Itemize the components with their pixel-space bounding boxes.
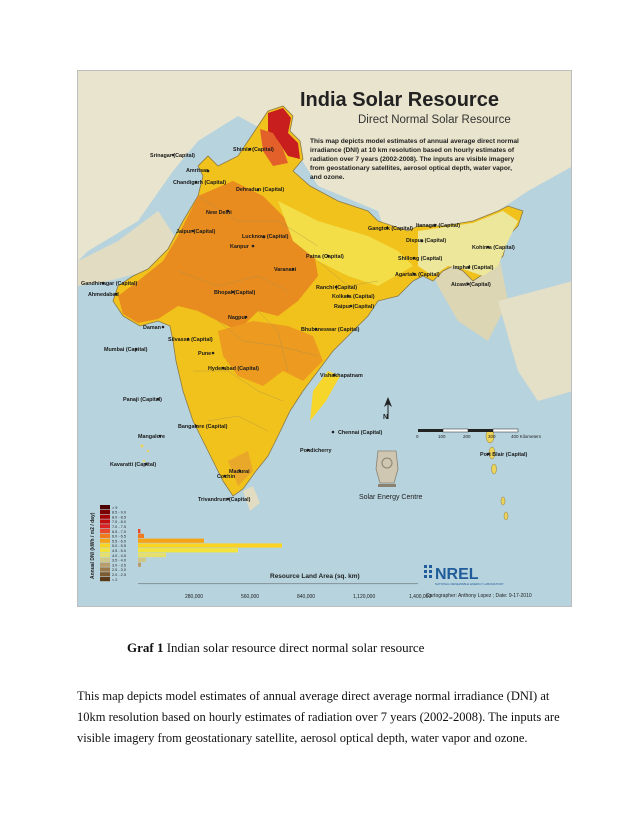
area-tick-label: 840,000 [297,594,316,600]
area-bar [138,553,166,557]
svg-text:400 Kilometers: 400 Kilometers [511,434,542,439]
legend-swatch [100,519,110,523]
city-label: Dehradun (Capital) [236,187,285,193]
city-label: Bhubaneswar (Capital) [301,327,360,333]
india-emblem [376,451,398,487]
legend-label: 6.0 - 6.5 [112,534,126,539]
legend-swatch [100,558,110,562]
legend-swatch [100,563,110,567]
legend-label: < 2 [112,577,118,582]
legend-swatch [100,539,110,543]
legend-swatch [100,553,110,557]
city-label: Jaipur (Capital) [176,229,216,235]
city-label: Shimla (Capital) [233,147,274,153]
legend-label: 5.0 - 5.5 [112,544,126,549]
city-label: Agartala (Capital) [395,272,440,278]
city-label: Daman [143,325,161,331]
legend-label: 4.0 - 4.5 [112,553,126,558]
city-label: Dispur (Capital) [406,238,447,244]
area-bar [138,558,146,562]
area-tick-label: 560,000 [241,594,260,600]
svg-text:200: 200 [463,434,471,439]
legend-label: 2.5 - 3.0 [112,568,126,573]
svg-text:300: 300 [488,434,496,439]
city-label: Kolkata (Capital) [332,294,375,300]
city-label: Chandigarh (Capital) [173,180,227,186]
legend-swatch [100,577,110,581]
city-label: New Delhi [206,210,232,216]
city-dot [162,326,165,329]
city-dot [332,431,335,434]
city-label: Raipur (Capital) [334,304,375,310]
city-label: Amritsar [186,168,209,174]
city-label: Lucknow (Capital) [242,234,289,240]
legend-swatch [100,505,110,509]
area-bar [138,529,140,533]
city-label: Kohima (Capital) [472,245,515,251]
city-label: Gangtok (Capital) [368,226,413,232]
city-label: Silvassa (Capital) [168,337,213,343]
legend-swatch [100,543,110,547]
city-label: Hyderabad (Capital) [208,366,259,372]
city-label: Trivandrum (Capital) [198,497,251,503]
city-label: Kanpur [230,244,249,250]
legend-label: 5.5 - 6.0 [112,539,126,544]
map-title: India Solar Resource [300,89,499,111]
area-bar [138,563,141,567]
city-label: Vishakhapatnam [320,373,363,379]
legend-swatch [100,567,110,571]
svg-text:and ozone.: and ozone. [310,174,345,181]
city-label: Mangalore [138,434,165,440]
city-label: Bhopal (Capital) [214,290,256,296]
legend-swatch [100,529,110,533]
legend-label: 7.0 - 7.5 [112,525,126,529]
body-paragraph: This map depicts model estimates of annual average direct average normal irradiance (DNI) at 10km resolution based on hourly estimates of radiation over 7 years (2002-2008). The inputs are visible imagery from geostationary satellite, aerosol optical depth, water vapor and ozone. [77,689,560,745]
caption-label: Graf 1 [127,640,164,655]
city-label: Patna (Capital) [306,254,344,260]
city-label: Mumbai (Capital) [104,347,148,353]
legend-swatch [100,534,110,538]
city-label: Nagpur [228,315,247,321]
city-label: Ranchi (Capital) [316,285,358,291]
map-canvas [78,71,572,607]
legend-label: 3.0 - 3.5 [112,563,126,568]
city-label: Bangalore (Capital) [178,424,228,430]
svg-text:0: 0 [416,434,419,439]
dni-legend [90,505,126,582]
svg-text:NREL: NREL [435,566,479,583]
legend-axis-title: Annual DNI (kWh / m2 / day) [90,512,96,579]
map-credit: Cartographer: Anthony Lopez ; Date: 9-17-2010 [426,593,532,599]
legend-label: 7.5 - 8.0 [112,520,126,525]
legend-swatch [100,572,110,576]
area-tick-label: 280,000 [185,594,204,600]
solar-resource-map [77,70,572,607]
legend-label: 6.5 - 7.0 [112,529,126,534]
city-label: Imphal (Capital) [453,265,494,271]
area-bar [138,548,238,552]
caption-text: Indian solar resource direct normal solar resource [163,640,425,655]
city-label: Kavaratti (Capital) [110,462,157,468]
area-tick-label: 1,400,000 [409,594,432,600]
legend-swatch [100,515,110,519]
city-label: Varanasi [274,267,297,273]
legend-label: 8.5 - 9.0 [112,510,126,515]
legend-swatch [100,524,110,528]
area-tick-label: 1,120,000 [353,594,376,600]
legend-swatch [100,510,110,514]
svg-text:N: N [383,414,389,421]
svg-text:100: 100 [438,434,446,439]
svg-text:radiation over 7 years (2002-2: radiation over 7 years (2002-2008). The inputs are visible imagery [310,156,515,163]
city-label: Pondicherry [300,448,332,454]
legend-label: 2.0 - 2.5 [112,573,126,577]
city-label: Cochin [217,474,236,480]
legend-label: 4.5 - 5.0 [112,549,126,553]
solar-energy-centre-label: Solar Energy Centre [359,494,423,501]
svg-text:This map depicts model estimat: This map depicts model estimates of annual average direct normal [310,138,519,145]
city-label: Srinagar (Capital) [150,153,195,159]
city-label: Gandhinagar (Capital) [81,281,138,287]
city-label: Madurai [229,469,250,475]
city-label: Panaji (Capital) [123,397,162,403]
legend-label: 8.0 - 8.5 [112,515,126,520]
map-subtitle: Direct Normal Solar Resource [358,114,511,126]
city-label: Itanagar (Capital) [416,223,461,229]
area-bar [138,534,144,538]
legend-label: > 9 [112,505,118,510]
city-label: Pune [198,351,212,357]
area-axis-title: Resource Land Area (sq. km) [270,573,360,580]
svg-text:NATIONAL RENEWABLE ENERGY LABO: NATIONAL RENEWABLE ENERGY LABORATORY [435,582,504,586]
area-bar [138,543,282,547]
city-label: Aizawl (Capital) [451,282,491,288]
city-label: Chennai (Capital) [338,430,383,436]
city-dot [252,245,255,248]
legend-swatch [100,548,110,552]
legend-label: 3.5 - 4.0 [112,558,126,563]
city-label: Ahmedabad [88,292,119,298]
city-label: Shillong (Capital) [398,256,443,262]
figure-caption [127,640,424,656]
city-label: Port Blair (Capital) [480,452,528,458]
svg-text:irradiance (DNI) at 10 km reso: irradiance (DNI) at 10 km resolution based on hourly estimates of [310,147,515,154]
svg-text:from geostationary satellites,: from geostationary satellites, aerosol optical depth, water vapor, [310,165,512,172]
city-dot [212,352,215,355]
area-bar [138,539,204,543]
